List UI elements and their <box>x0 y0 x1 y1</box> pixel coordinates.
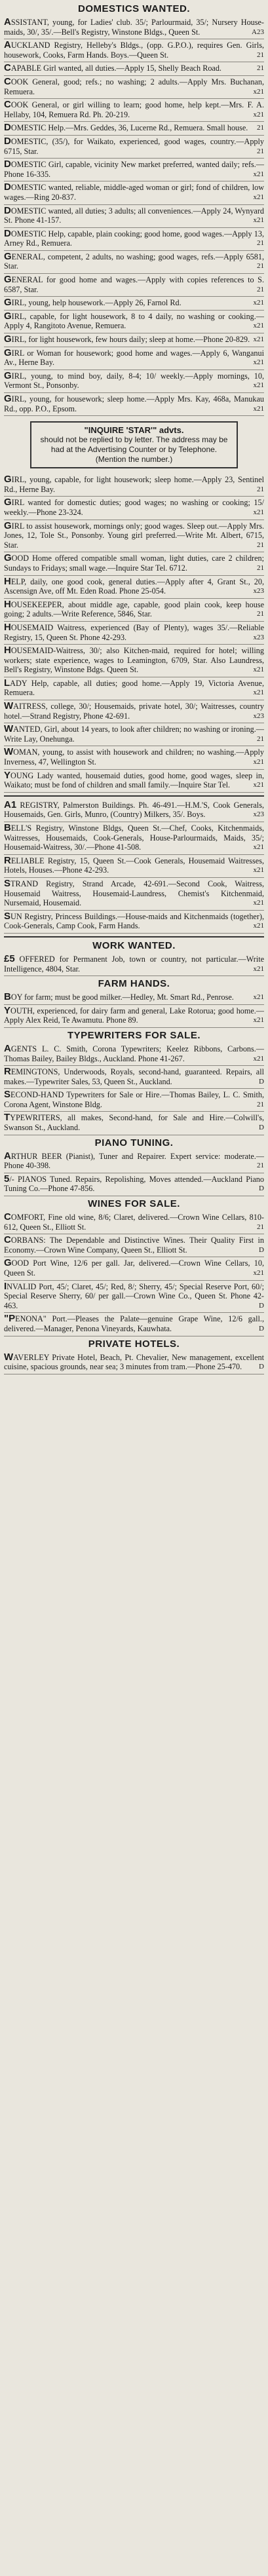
classified-page <box>4 0 264 1374</box>
ad-initial: G <box>4 474 12 485</box>
ad-code: x21 <box>253 1269 264 1277</box>
classified-ad <box>4 347 264 370</box>
classified-ad <box>4 1173 264 1196</box>
section-title: WORK WANTED. <box>92 939 176 951</box>
ad-text: IRL, young, help housework.—Apply 26, Farnol Rd. <box>11 298 182 308</box>
section-wines <box>4 1198 264 1336</box>
classified-ad <box>4 1257 264 1280</box>
classified-ad <box>4 677 264 700</box>
classified-ad <box>4 136 264 159</box>
ads-list <box>4 1211 264 1336</box>
ad-code: 21 <box>257 610 264 618</box>
classified-ad <box>4 393 264 416</box>
ad-code: x21 <box>253 508 264 516</box>
ad-text: ORBANS: The Dependable and Distinctive Wines. Their Quality First in Economy.—Crown Wine Company, Queen St., Elliott St. <box>4 1236 264 1255</box>
ad-initial: G <box>4 393 12 404</box>
ad-initial: 5 <box>4 1173 10 1184</box>
section-title: WINES FOR SALE. <box>88 1198 180 1210</box>
ad-text: ENERAL for good home and wages.—Apply with copies references to S. 6587, Star. <box>4 275 264 294</box>
ad-initial: A <box>4 16 11 28</box>
ad-initial: I <box>4 1280 7 1292</box>
section-domestics-continued <box>4 474 264 793</box>
ad-text: AVERLEY Private Hotel, Beach, Pt. Chevalier, New management, excellent cuisine, spacious grounds, near sea; 3 minutes from tram.—Phone 25-470. <box>4 1352 264 1372</box>
ad-code: x21 <box>253 193 264 201</box>
classified-ad <box>4 599 264 622</box>
ad-text: OOD Home offered compatible small woman, light duties, care 2 children; Sundays to Fridays; small wage.—Inquire Star Tel. 6712. <box>4 554 264 573</box>
section-title: PRIVATE HOTELS. <box>88 1338 180 1350</box>
classified-ad <box>4 1281 264 1314</box>
classified-ad <box>4 622 264 645</box>
ad-initial: B <box>4 822 11 833</box>
ad-code: x21 <box>253 843 264 852</box>
classified-ad <box>4 799 264 822</box>
ad-initial: D <box>4 122 11 134</box>
ad-code: x21 <box>253 758 264 767</box>
ad-code: 21 <box>257 563 264 572</box>
ad-initial: D <box>4 181 11 193</box>
ad-text: OMESTIC wanted, reliable, middle-aged woman or girl; fond of children, low wages.—Ring 20-837. <box>4 183 264 202</box>
ad-code: D <box>259 1301 264 1310</box>
ad-text: ENONA" Port.—Pleases the Palate—genuine Grape Wine, 12/6 gall., delivered.—Manager, Penona Vineyards, Kauwhata. <box>4 1314 264 1333</box>
ad-initial: H <box>4 598 11 610</box>
classified-ad <box>4 878 264 911</box>
ad-code: x21 <box>253 299 264 307</box>
ad-text: IRL or Woman for housework; good home and wages.—Apply 6, Wanganui Av., Herne Bay. <box>4 348 264 368</box>
classified-ad <box>4 251 264 274</box>
classified-ad <box>4 311 264 333</box>
ad-text: OMESTIC wanted, all duties; 3 adults; all conveniences.—Apply 24, Wynyard St. Phone 41-157. <box>4 206 264 225</box>
ad-text: OMESTIC Help.—Mrs. Geddes, 36, Lucerne Rd., Remuera. Small house. <box>10 123 248 133</box>
classified-ad <box>4 855 264 878</box>
ad-text: SSISTANT, young, for Ladies' club. 35/; Parlourmaid, 35/; Nursery House-maids, 30/, 35/.—Bell's Registry, Winstone Bldgs., Queen St. <box>4 18 264 37</box>
section-title: TYPEWRITERS FOR SALE. <box>67 1029 201 1041</box>
section-work-wanted <box>4 940 264 976</box>
classified-ad <box>4 953 264 976</box>
ad-code: 21 <box>257 50 264 59</box>
ad-initial: W <box>4 1351 14 1363</box>
classified-ad <box>4 333 264 347</box>
ad-initial: R <box>4 1066 11 1078</box>
classified-ad <box>4 1211 264 1234</box>
ad-code: D <box>259 1363 264 1371</box>
ad-initial: C <box>4 62 11 74</box>
ad-text: OUTH, experienced, for dairy farm and general, Lake Rotorua; good home.—Apply Alex Reid, Te Awamutu. Phone 89. <box>4 1006 264 1025</box>
ad-code: x21 <box>253 666 264 674</box>
ad-text: OMESTIC, (35/), for Waikato, experienced, good wages, country.—Apply 6715, Star. <box>4 136 264 156</box>
ad-text: RTHUR BEER (Pianist), Tuner and Repairer. Expert service: moderate.—Phone 40-398. <box>4 1151 264 1171</box>
ad-text: OUSEMAID Waitress, experienced (Bay of Plenty), wages 35/.—Reliable Registry, 15, Queen St. Phone 42-293. <box>4 622 264 642</box>
ad-initial: A <box>4 1042 11 1054</box>
classified-ad <box>4 1234 264 1257</box>
classified-ad <box>4 297 264 311</box>
classified-ad <box>4 746 264 769</box>
ad-text: OY for farm; must be good milker.—Hedley, Mt. Smart Rd., Penrose. <box>10 993 234 1002</box>
ad-initial: W <box>4 700 14 712</box>
classified-ad <box>4 62 264 76</box>
classified-ad <box>4 181 264 204</box>
ad-code: x21 <box>253 110 264 119</box>
ad-text: ADY Help, capable, all duties; good home.—Apply 19, Victoria Avenue, Remuera. <box>4 678 264 698</box>
classified-ad <box>4 228 264 251</box>
ad-text: NVALID Port, 45/; Claret, 45/; Red, 8/; Sherry, 45/; Special Reserve Port, 60/; Special Reserve Sherry, 60/ per gall.—Crown Wine Co., Queen St. Phone 42-463. <box>4 1281 264 1310</box>
ad-text: OMAN, young, to assist with housework and children; no washing.—Apply Inverness, 47, Wellington St. <box>4 748 264 767</box>
classified-ad <box>4 474 264 497</box>
ad-text: ELP, daily, one good cook, general duties.—Apply after 4, Grant St., 20, Ascensign Ave, off Mt. Eden Road. Phone 25-054. <box>4 577 264 596</box>
classified-ad <box>4 1112 264 1135</box>
classified-ad <box>4 1043 264 1066</box>
ad-initial: S <box>4 910 11 922</box>
ad-code: 21 <box>257 1222 264 1231</box>
classified-ad <box>4 497 264 520</box>
classified-ad <box>4 770 264 793</box>
classified-ad <box>4 723 264 746</box>
ad-code: x21 <box>253 381 264 390</box>
ad-code: 21 <box>257 734 264 743</box>
ad-text: OUNG Lady wanted, housemaid duties, good home, good wages, sleep in, Waikato; must be fond of children and small family.—Inquire Star Tel. <box>4 770 264 790</box>
section-farm-hands <box>4 978 264 1028</box>
ad-initial: G <box>4 250 12 262</box>
classified-ad <box>4 1313 264 1336</box>
classified-ad <box>4 370 264 393</box>
ad-text: IRL, capable, for light housework, 8 to 4 daily, no washing or cooking.—Apply 4, Rangitoto Avenue, Remuera. <box>4 311 264 331</box>
ad-initial: £5 <box>4 953 15 964</box>
ad-initial: G <box>4 347 12 358</box>
ad-text: EMINGTONS, Underwoods, Royals, second-hand, guaranteed. Repairs, all makes.—Typewriter Sales, 53, Queen St., Auckland. <box>4 1067 264 1086</box>
classified-ad <box>4 822 264 855</box>
ad-initial: W <box>4 746 14 758</box>
ad-text: OMESTIC Help, capable, plain cooking; good home, good wages.—Apply 13, Arney Rd., Remuera. <box>4 229 264 248</box>
ad-initial: G <box>4 274 12 286</box>
ad-text: AITRESS, college, 30/; Housemaids, private hotel, 30/; Waitresses, country hotel.—Strand Registry, Phone 42-691. <box>4 702 264 721</box>
notice-heading: "INQUIRE 'STAR'" advts. <box>84 425 184 436</box>
classified-ad <box>4 39 264 62</box>
ad-initial: L <box>4 677 10 689</box>
ad-text: ELIABLE Registry, 15, Queen St.—Cook Generals, Housemaid Waitresses, Hotels, Houses.—Phone 42-293. <box>4 856 264 875</box>
ad-text: ELL'S Registry, Winstone Bldgs, Queen St.—Chef, Cooks, Kitchenmaids, Waitresses, Housemaids, Cook-Generals, House-Parlourmaids, Maids, 35/; Housemaid-Waitress, 30/.—Phone 41-508. <box>4 824 264 852</box>
ad-text: ENERAL, competent, 2 adults, no washing; good wages, refs.—Apply 6581, Star. <box>4 252 264 271</box>
ad-code: x21 <box>253 216 264 225</box>
ad-code: x21 <box>253 1016 264 1025</box>
ad-text: OOD Port Wine, 12/6 per gall. Jar, delivered.—Crown Wine Cellars, 10, Queen St. <box>4 1259 264 1278</box>
ad-code: D <box>259 1124 264 1132</box>
ad-code: x21 <box>253 689 264 697</box>
ad-code: x23 <box>253 810 264 819</box>
ad-initial: H <box>4 645 11 656</box>
ad-code: D <box>259 1245 264 1254</box>
ad-code: 21 <box>257 64 264 73</box>
ads-list <box>4 1352 264 1374</box>
ad-text: ECOND-HAND Typewriters for Sale or Hire.—Thomas Bailey, L. C. Smith, Corona Agent, Winstone Bldg. <box>4 1090 264 1109</box>
ad-initial: B <box>4 991 11 1003</box>
notice-body: should not be replied to by letter. The address may be had at the Advertising Counter or by Telephone. (Mention the number.) <box>40 435 228 464</box>
section-private-hotels <box>4 1338 264 1374</box>
ad-code: x23 <box>253 711 264 720</box>
ad-text: TRAND Registry, Strand Arcade, 42-691.—Second Cook, Waitress, Housemaid Waitress, Housemaid-Laundress, Chemist's Kitchenmaid, Nursemaid, Housemaid. <box>4 879 264 908</box>
ad-text: IRL to assist housework, mornings only; good wages. Sleep out.—Apply Mrs. Jones, 12, Tole St., Ponsonby. Young girl preferred.—Write Mt. Albert, 6715, Star. <box>4 521 264 550</box>
ad-initial: G <box>4 552 12 564</box>
classified-ad <box>4 576 264 599</box>
section-piano-tuning <box>4 1137 264 1196</box>
ad-code: x21 <box>253 993 264 1002</box>
ad-text: IRL, young, for housework; sleep home.—Apply Mrs. Kay, 468a, Manukau Rd., opp. P.O., Epsom. <box>4 394 264 413</box>
ad-initial: G <box>4 497 12 508</box>
classified-ad <box>4 99 264 122</box>
ad-initial: S <box>4 877 11 889</box>
classified-ad <box>4 122 264 136</box>
ad-text: IRL, young, capable, for light housework; sleep home.—Apply 23, Sentinel Rd., Herne Bay. <box>4 475 264 494</box>
ad-initial: T <box>4 1112 10 1124</box>
ads-list <box>4 1043 264 1135</box>
ad-initial: Y <box>4 769 11 781</box>
ad-code: 21 <box>257 239 264 248</box>
ad-initial: D <box>4 135 11 147</box>
ads-list <box>4 16 264 416</box>
ad-code: x21 <box>253 899 264 907</box>
ad-text: OMESTIC Girl, capable, vicinity New market preferred, wanted daily; refs.—Phone 16-335. <box>4 160 264 179</box>
section-domestics-wanted <box>4 3 264 416</box>
classified-ad <box>4 552 264 575</box>
ad-code: D <box>259 1184 264 1193</box>
ad-initial: G <box>4 297 12 309</box>
ad-text: YPEWRITERS, all makes, Second-hand, for Sale and Hire.—Colwill's, Swanson St., Auckland. <box>4 1113 264 1133</box>
ad-initial: A <box>4 1150 11 1162</box>
section-typewriters <box>4 1030 264 1135</box>
ad-code: x21 <box>253 866 264 875</box>
ads-list <box>4 799 264 934</box>
ad-code: x21 <box>253 335 264 344</box>
ad-initial: G <box>4 520 12 531</box>
ad-text: IRL wanted for domestic duties; good wages; no washing or cooking; 15/ weekly.—Phone 23-324. <box>4 498 264 517</box>
section-registries <box>4 799 264 934</box>
ad-initial: "P <box>4 1313 16 1325</box>
ad-initial: H <box>4 621 11 633</box>
ad-text: UN Registry, Princess Buildings.—House-maids and Kitchenmaids (together), Cook-Generals, Camp Cook, Farm Hands. <box>4 911 264 931</box>
classified-ad <box>4 1352 264 1374</box>
ad-text: GENTS L. C. Smith, Corona Typewriters; Keelez Ribbons, Carbons.—Thomas Bailey, Bailey Bldgs., Auckland. Phone 41-267. <box>4 1044 264 1063</box>
ad-initial: C <box>4 1211 11 1223</box>
ad-code: x21 <box>253 87 264 96</box>
ad-initial: G <box>4 333 12 345</box>
classified-ad <box>4 274 264 297</box>
classified-ad <box>4 520 264 553</box>
ad-code: D <box>259 1077 264 1086</box>
ad-code: x21 <box>253 358 264 367</box>
ad-code: x21 <box>253 964 264 973</box>
divider <box>4 936 264 938</box>
ad-initial: R <box>4 854 11 866</box>
ad-initial: A1 <box>4 799 17 810</box>
ad-code: 21 <box>257 540 264 549</box>
ad-initial: C <box>4 1234 11 1246</box>
ad-initial: D <box>4 159 11 170</box>
classified-ad <box>4 1089 264 1112</box>
ad-initial: G <box>4 369 12 381</box>
ad-code: x21 <box>253 322 264 330</box>
ad-code: 21 <box>257 1162 264 1170</box>
ad-initial: D <box>4 227 11 239</box>
classified-ad <box>4 205 264 228</box>
classified-ad <box>4 700 264 723</box>
ad-text: ANTED, Girl, about 14 years, to look after children; no washing or ironing.—Write Lay, Onehunga. <box>4 725 264 744</box>
ad-text: OFFERED for Permanent Job, town or country, not particular.—Write Intelligence, 4804, Star. <box>4 954 264 974</box>
ad-initial: D <box>4 204 11 216</box>
inquire-star-notice <box>30 421 238 468</box>
classified-ad <box>4 911 264 934</box>
ad-code: x21 <box>253 1054 264 1063</box>
ad-code: x21 <box>253 170 264 178</box>
classified-ad <box>4 16 264 39</box>
ad-code: A23 <box>252 28 264 36</box>
ad-code: 21 <box>257 485 264 493</box>
ad-text: IRL, for light housework, few hours daily; sleep at home.—Phone 20-829. <box>11 335 250 345</box>
section-title: DOMESTICS WANTED. <box>77 3 190 14</box>
ad-initial: W <box>4 723 14 735</box>
classified-ad <box>4 1005 264 1028</box>
ad-code: D <box>259 1324 264 1333</box>
ad-code: 21 <box>257 1100 264 1108</box>
classified-ad <box>4 1150 264 1173</box>
ad-text: APABLE Girl wanted, all duties.—Apply 15, Shelly Beach Road. <box>10 64 221 73</box>
ad-code: 21 <box>257 124 264 132</box>
classified-ad <box>4 1066 264 1089</box>
ads-list <box>4 991 264 1028</box>
ad-code: 21 <box>257 262 264 271</box>
divider <box>4 795 264 797</box>
ad-text: REGISTRY, Palmerston Buildings. Ph. 46-491.—H.M.'S, Cook Generals, Housemaids, Gen. Girls, Munro, (Country) Milkers, 35/. Boys. <box>4 800 264 820</box>
ad-code: x21 <box>253 781 264 789</box>
section-title: FARM HANDS. <box>98 978 170 990</box>
ad-code: x21 <box>253 404 264 413</box>
ad-text: OUSEKEEPER, about middle age, capable, good plain cook, keep house going; 2 adults.—Write Reference, 5846, Star. <box>4 599 264 619</box>
ad-initial: Y <box>4 1004 11 1016</box>
ad-code: 21 <box>257 285 264 294</box>
ad-initial: S <box>4 1089 11 1101</box>
ad-code: x23 <box>253 587 264 596</box>
classified-ad <box>4 645 264 677</box>
classified-ad <box>4 991 264 1005</box>
ads-list <box>4 953 264 976</box>
ad-initial: H <box>4 575 11 587</box>
ad-initial: G <box>4 1257 12 1269</box>
ad-initial: G <box>4 310 12 322</box>
ad-code: x23 <box>253 633 264 641</box>
ad-text: /- PIANOS Tuned. Repairs, Repolishing, Moves attended.—Auckland Piano Tuning Co.—Phone 47-856. <box>4 1174 264 1194</box>
ad-code: 21 <box>257 147 264 155</box>
ad-initial: C <box>4 75 11 87</box>
ad-text: OMFORT, Fine old wine, 8/6; Claret, delivered.—Crown Wine Cellars, 810-612, Queen St., Elliott St. <box>4 1213 264 1232</box>
ad-text: UCKLAND Registry, Helleby's Bldgs., (opp. G.P.O.), requires Gen. Girls, housework, Cooks, Farm Hands. Boys.—Queen St. <box>4 41 264 60</box>
ad-text: OOK General, good; refs.; no washing; 2 adults.—Apply Mrs. Buchanan, Remuera. <box>4 77 264 96</box>
ad-text: OUSEMAID-Waitress, 30/; also Kitchen-maid, required for hotel; willing workers; state experience, wages to Leamington, 6709, Star. Also Laundress, Bell's Registry, Winstone Bdgs. Queen St. <box>4 646 264 675</box>
ad-text: IRL, young, to mind boy, daily, 8-4; 10/ weekly.—Apply mornings, 10, Vermont St., Ponsonby. <box>4 371 264 390</box>
ad-text: OOK General, or girl willing to learn; good home, help kept.—Mrs. F. A. Hellaby, 104, Remuera Rd. Ph. 20-219. <box>4 100 264 119</box>
classified-ad <box>4 76 264 99</box>
section-title: PIANO TUNING. <box>94 1137 174 1148</box>
ad-initial: C <box>4 99 11 111</box>
ad-initial: A <box>4 39 11 51</box>
classified-ad <box>4 159 264 181</box>
ads-list <box>4 1150 264 1196</box>
ad-code: x21 <box>253 922 264 930</box>
ads-list <box>4 474 264 793</box>
